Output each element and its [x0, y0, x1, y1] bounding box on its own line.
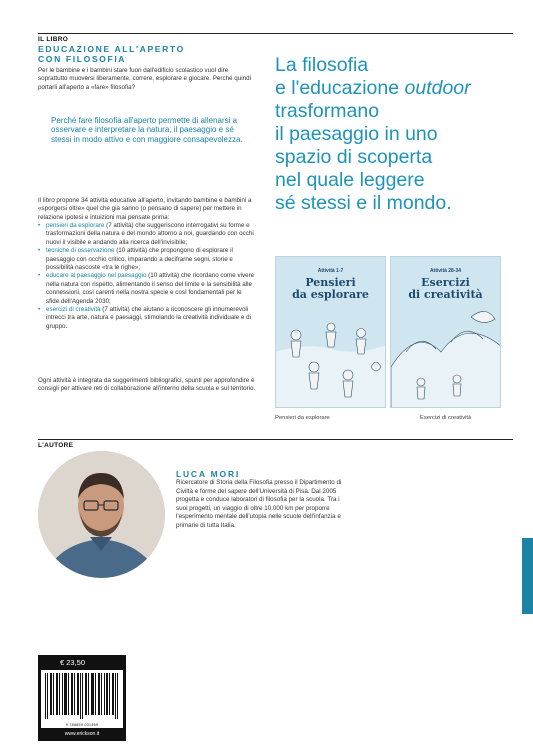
author-photo — [38, 451, 165, 578]
price-label: € 23,50 — [60, 658, 86, 667]
barcode — [41, 670, 123, 728]
quote-text: e l'educazione — [275, 77, 400, 99]
quote-line: nel quale leggere — [275, 169, 425, 191]
intro-paragraph: Per le bambine e i bambini stare fuori dall'edificio scolastico vuol dire soprattutto muoversi liberamente, correre, esplorare e giocare. Perché quindi portarli all'aperto a «fare» filosofia? — [38, 67, 251, 91]
sample-page-pensieri — [275, 256, 386, 408]
activity-name: pensieri da esplorare — [46, 222, 105, 229]
quote-line: spazio di scoperta — [275, 146, 433, 168]
sample-title — [276, 277, 385, 300]
bullet-icon: • — [38, 306, 41, 314]
book-title — [38, 45, 258, 64]
book-title-line2: CON FILOSOFIA — [38, 53, 127, 64]
activities-list — [38, 222, 256, 331]
sample-caption: Esercizi di creatività — [420, 415, 472, 421]
isbn-number: 9 788859 031469 — [65, 723, 99, 727]
sample-age-label: Attività 1-7 — [317, 268, 344, 274]
activity-name: tecniche di osservazione — [46, 247, 115, 255]
bullet-icon: • — [38, 272, 41, 280]
activities-intro-paragraph: Il libro propone 34 attività educative all'aperto, invitando bambine e bambini a «sporgersi oltre» quel che già sanno (o pensano di sapere) per mettere in relazione ipotesi e intuizioni mai pensate prima: — [38, 197, 252, 221]
publisher-url: www.erickson.it — [64, 731, 100, 737]
list-item — [38, 222, 256, 247]
activity-name: educare al paesaggio nel paesaggio — [46, 272, 147, 280]
activity-description: (10 attività) che propongono di esplorare il paesaggio con occhio critico, imparando a decifrarne segni, storie e possibilità nascoste «tra le righe»; — [46, 247, 233, 272]
quote-italic: outdoor — [404, 77, 471, 99]
bullet-icon: • — [38, 222, 41, 229]
activity-description: (7 attività) che suggeriscono interrogativi su forme e trasformazioni della natura e del mondo attorno a noi, guardando con occhi nuovi il visibile e andando alla ricerca dell'invisibile; — [46, 222, 254, 246]
closing-paragraph: Ogni attività è integrata da suggerimenti bibliografici, spunti per approfondire e consigli per attivare reti di collaborazione all'interno della scuola e sul territorio. — [38, 377, 256, 393]
sample-caption: Pensieri da esplorare — [275, 415, 330, 421]
feature-quote — [275, 54, 520, 215]
barcode-icon — [41, 670, 123, 728]
price-barcode-box — [38, 655, 126, 741]
author-portrait-icon — [38, 451, 165, 578]
author-name: LUCA MORI — [176, 469, 241, 479]
sample-age-label: Attività 28-34 — [429, 268, 462, 274]
pullquote: Perché fare filosofia all'aperto permette di allenarsi a osservare e interpretare la natura, il paesaggio e sé stessi in modo attivo e con maggiore consapevolezza. — [51, 116, 243, 144]
author-bio: Ricercatore di Storia della Filosofia presso il Dipartimento di Civiltà e forme del sapere dell'Università di Pisa. Dal 2005 progetta e conduce laboratori di filosofia per la scuola. Tra i suoi progetti, un viaggio di oltre 10.000 km per proporre l'esperimento mentale dell'utopia nelle scuole dell'infanzia e primarie di tutta Italia. — [176, 479, 342, 529]
sample-title-line: Esercizi — [421, 276, 470, 289]
activity-description: (7 attività) che aiutano a riconoscere gli innumerevoli intrecci tra arte, natura e paesaggi, stimolando la creatività individuale e di gruppo. — [46, 306, 251, 330]
section-heading-autore: L'AUTORE — [38, 439, 513, 449]
quote-text: trasformano — [275, 100, 380, 122]
list-item — [38, 247, 256, 272]
list-item — [38, 306, 256, 331]
activity-description: (10 attività) che ricordano come vivere nella natura con rispetto, alimentando il senso del limite e la sensibilità alle connessioni, così carenti nella nostra specie e così fondamentali per le sfide dell'Agenda 2030; — [46, 272, 255, 305]
quote-line: sé stessi e il mondo. — [275, 192, 452, 214]
quote-line: La filosofia — [275, 54, 369, 76]
sample-title — [391, 277, 500, 300]
edge-tab-marker — [522, 538, 533, 614]
book-title-line1: EDUCAZIONE ALL'APERTO — [38, 44, 185, 54]
quote-line — [275, 77, 520, 123]
activity-name: esercizi di creatività — [46, 306, 101, 314]
quote-line: il paesaggio in uno — [275, 123, 438, 145]
sample-title-line: Pensieri — [305, 276, 356, 289]
section-heading-libro: IL LIBRO — [38, 33, 513, 43]
list-item — [38, 272, 256, 306]
bullet-icon: • — [38, 247, 41, 255]
sample-title-line: da esplorare — [292, 287, 369, 301]
sample-title-line: di creatività — [408, 287, 483, 301]
sample-page-esercizi — [390, 256, 501, 408]
